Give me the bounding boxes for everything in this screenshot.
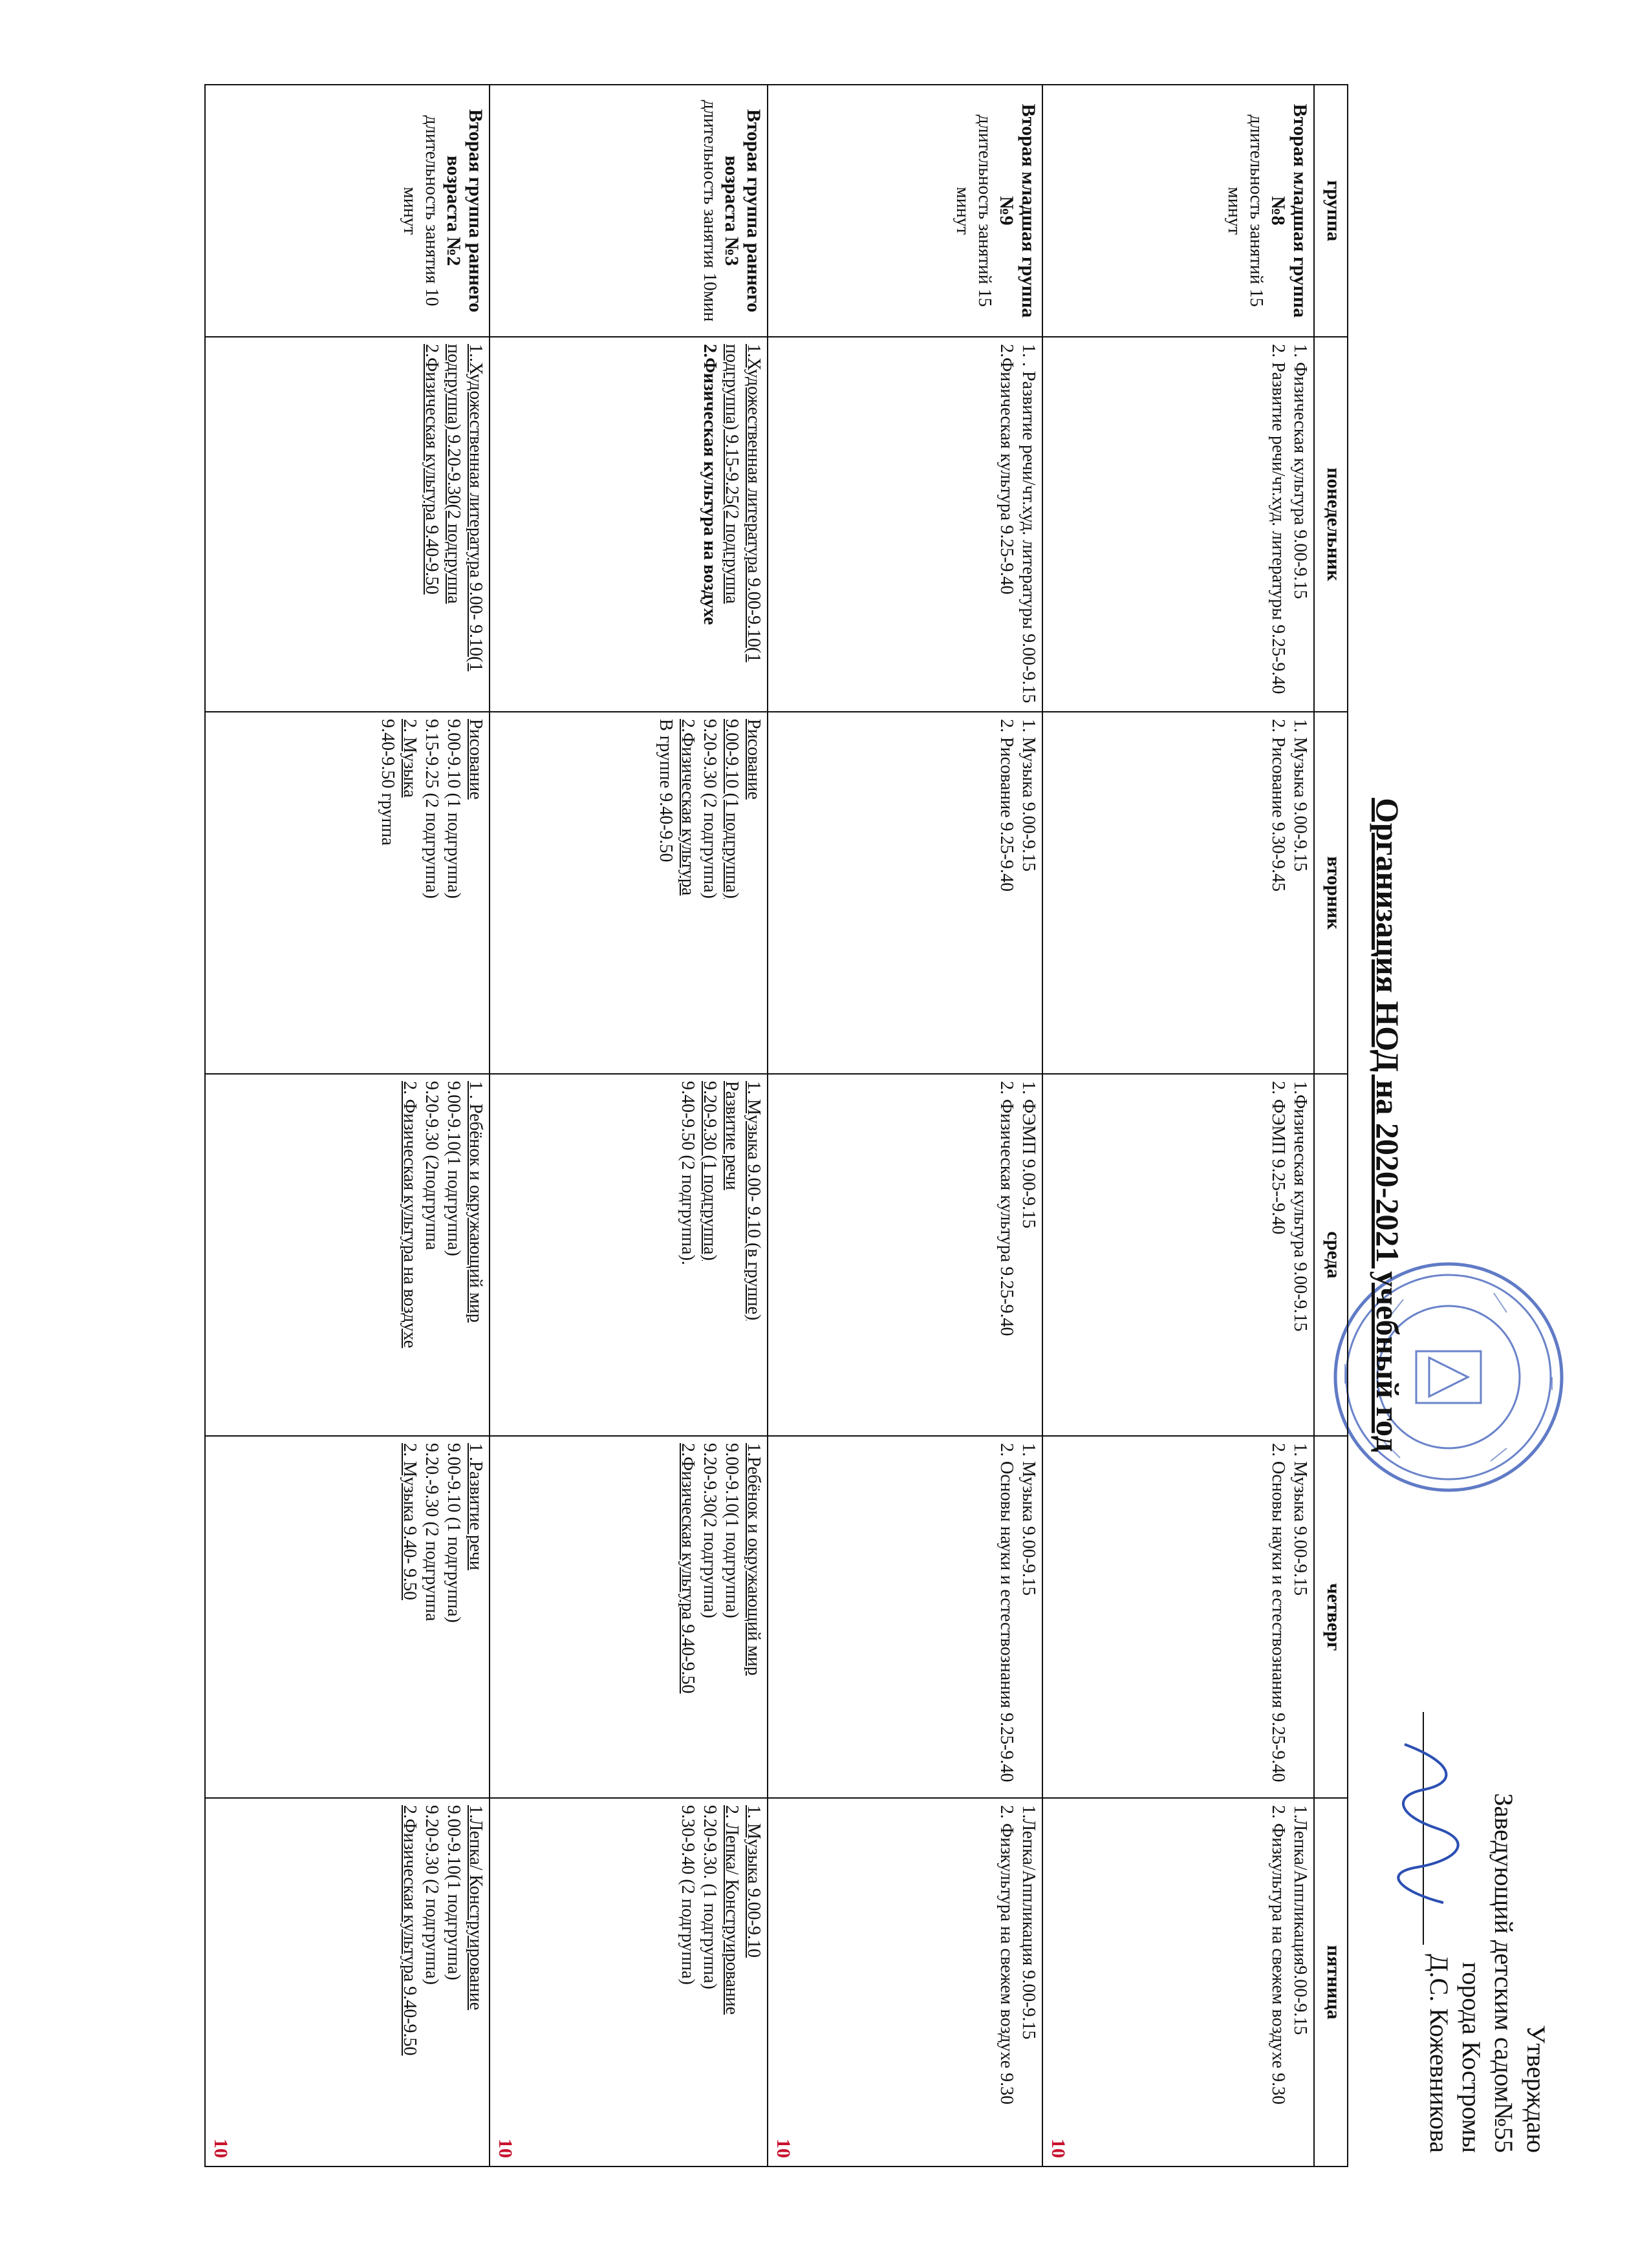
- friday-cell: [768, 1798, 1042, 2166]
- monday-cell: [490, 337, 768, 712]
- activity: 2.Физическая культура на воздухе: [700, 344, 720, 625]
- activity: 2. Музыка 9.40- 9.50: [400, 1443, 420, 1601]
- activity: 1. Музыка 9.00-9.15: [1018, 719, 1039, 872]
- activity: 1.Ребёнок и окружающий мир: [744, 1443, 764, 1676]
- activity: 9.00-9.10(1 подгруппа): [444, 1081, 464, 1256]
- group-name: Вторая группа раннего возраста №2: [443, 109, 486, 313]
- friday-cell: [205, 1798, 490, 2166]
- group-duration: длительность занятий 15 минут: [953, 114, 995, 307]
- wednesday-cell: [1042, 1074, 1314, 1436]
- activity: 1.Лепка/Аппликация9.00-9.15: [1290, 1805, 1310, 2035]
- activity: 9.00-9.10 (1 подгруппа): [444, 1443, 464, 1623]
- group-name: Вторая младшая группа №8: [1267, 103, 1311, 318]
- signature-line: [1423, 1712, 1424, 1945]
- group-duration: длительность занятия 10 минут: [400, 115, 442, 306]
- wednesday-cell: [490, 1074, 768, 1436]
- activity: 9.15-9.25 (2 подгруппа): [422, 719, 442, 899]
- column-header: вторник: [1314, 712, 1348, 1074]
- activity: 1. Музыка 9.00- 9.10 (в группе): [744, 1081, 764, 1321]
- activity: 2. Лепка/ Конструирование: [722, 1805, 742, 2015]
- activity: 2. Физическая культура 9.25-9.40: [997, 1081, 1017, 1336]
- activity: 2. Рисование 9.25-9.40: [997, 719, 1017, 892]
- activity: 2. Основы науки и естествознания 9.25-9.40: [997, 1443, 1017, 1782]
- activity: 1. ФЭМП 9.00-9.15: [1018, 1081, 1039, 1229]
- table-row: [768, 85, 1042, 2166]
- activity: 9.00-9.10(1 подгруппа): [722, 1443, 742, 1618]
- tuesday-cell: [768, 712, 1042, 1074]
- tuesday-cell: [205, 712, 490, 1074]
- group-duration: длительность занятий 15 минут: [1224, 114, 1266, 307]
- group-cell: [490, 85, 768, 337]
- official-stamp-seal: [1326, 1254, 1571, 1500]
- activity: Рисование: [744, 719, 764, 800]
- activity-count: 10: [495, 2139, 516, 2158]
- table-row: [205, 85, 490, 2166]
- friday-cell: [1042, 1798, 1314, 2166]
- page-title: Организация НОД на 2020-2021 учебный год: [1370, 798, 1406, 1452]
- wednesday-cell: [768, 1074, 1042, 1436]
- activity: 2.Физическая культура 9.25-9.40: [997, 344, 1017, 595]
- activity: 2.Физическая культура 9.40-9.50: [678, 1443, 698, 1694]
- activity: 2. Музыка: [400, 719, 420, 798]
- thursday-cell: [1042, 1436, 1314, 1798]
- activity: 2.Физическая культура: [678, 719, 698, 896]
- thursday-cell: [768, 1436, 1042, 1798]
- activity: 9.00-9.10 (1 подгруппа): [722, 719, 742, 899]
- schedule-table: [204, 84, 1348, 2167]
- activity: 9.20-9.30 (2 подгруппа): [700, 719, 720, 899]
- activity: 9.00-9.10 (1 подгруппа): [444, 719, 464, 899]
- activity: 1. . Развитие речи/чт.худ. литературы 9.00-9.15: [1018, 344, 1039, 703]
- monday-cell: [768, 337, 1042, 712]
- activity: 9.20-9.30 (2подгруппа: [422, 1081, 442, 1250]
- activity: 1 . Ребёнок и окружающий мир: [466, 1081, 486, 1323]
- activity: 1. Музыка 9.00-9.15: [1290, 1443, 1310, 1596]
- activity: 2. ФЭМП 9.25--9.40: [1268, 1081, 1288, 1235]
- activity: 1. Музыка 9.00-9.10: [744, 1805, 764, 1958]
- activity: 1..Художественная литература 9.00- 9.10(1 подгруппа) 9.20-9.30(2 подгруппа: [444, 344, 486, 672]
- group-duration: длительность занятия 10мин: [700, 100, 720, 322]
- activity: 9.20-9.30 (1 подгруппа): [700, 1081, 720, 1261]
- thursday-cell: [490, 1436, 768, 1798]
- tuesday-cell: [490, 712, 768, 1074]
- approval-signature-row: [1423, 1506, 1455, 2153]
- friday-cell: [490, 1798, 768, 2166]
- activity: 9.20.-9.30 (2 подгруппа: [422, 1443, 442, 1621]
- activity: 9.40-9.50 группа: [378, 719, 398, 846]
- activity: 9.20-9.30 (2 подгруппа): [422, 1805, 442, 1985]
- activity: 1.Художественная литература 9.00-9.10(1 подгруппа) 9.15-9.25(2 подгруппа: [722, 344, 764, 663]
- activity-count: 10: [210, 2139, 232, 2158]
- group-cell: [205, 85, 490, 337]
- schedule-document: [175, 84, 1558, 2166]
- activity: 9.20-9.30. (1 подгруппа): [700, 1805, 720, 1989]
- column-header: среда: [1314, 1074, 1348, 1436]
- activity: 9.30-9.40 (2 подгруппа): [678, 1805, 698, 1985]
- group-cell: [1042, 85, 1314, 337]
- column-header: пятница: [1314, 1798, 1348, 2166]
- group-name: Вторая младшая группа №9: [996, 103, 1039, 318]
- activity: 1 .Развитие речи: [466, 1443, 486, 1570]
- activity: 2.Физическая культура 9.40-9.50: [422, 344, 442, 595]
- activity: 2. Физкультура на свежем воздухе 9.30: [997, 1805, 1017, 2105]
- column-header: понедельник: [1314, 337, 1348, 712]
- group-name: Вторая группа раннего возраста №3: [721, 109, 764, 313]
- approval-line-2: Заведующий детским садом№55: [1489, 1793, 1518, 2153]
- signer-name: Д.С. Кожевникова: [1425, 1954, 1454, 2153]
- table-row: [1042, 85, 1314, 2166]
- activity: 2. Основы науки и естествознания 9.25-9.40: [1268, 1443, 1288, 1782]
- activity: 2. Физическая культура на воздухе: [400, 1081, 420, 1349]
- column-header: четверг: [1314, 1436, 1348, 1798]
- activity: 1.Лепка/ Конструирование: [466, 1805, 486, 2011]
- wednesday-cell: [205, 1074, 490, 1436]
- activity-count: 10: [773, 2139, 794, 2158]
- activity: 1. Музыка 9.00-9.15: [1018, 1443, 1039, 1596]
- activity: 2. Физкультура на свежем воздухе 9.30: [1268, 1805, 1288, 2105]
- activity: 1.Лепка/Аппликация 9.00-9.15: [1018, 1805, 1039, 2040]
- approval-line-3: города Костромы: [1457, 1962, 1486, 2153]
- approval-line-1: Утверждаю: [1522, 2025, 1551, 2153]
- activity-count: 10: [1048, 2139, 1069, 2158]
- activity: 2. Развитие речи/чт.худ. литературы 9.25-9.40: [1268, 344, 1288, 694]
- monday-cell: [1042, 337, 1314, 712]
- table-header-row: [1314, 85, 1348, 2166]
- activity: Развитие речи: [722, 1081, 742, 1190]
- group-cell: [768, 85, 1042, 337]
- activity: 9.00-9.10(1 подгруппа): [444, 1805, 464, 1980]
- activity: 9.40-9.50 (2 подгруппа).: [678, 1081, 698, 1265]
- activity: 1. Музыка 9.00-9.15: [1290, 719, 1310, 872]
- table-row: [490, 85, 768, 2166]
- activity: 9.20-9.30(2 подгруппа): [700, 1443, 720, 1618]
- activity: В группе 9.40-9.50: [656, 719, 676, 862]
- activity: 1. Физическая культура 9.00-9.15: [1290, 344, 1310, 599]
- activity: 2. Рисование 9.30-9.45: [1268, 719, 1288, 892]
- activity: 1.Физическая культура 9.00-9.15: [1290, 1081, 1310, 1332]
- monday-cell: [205, 337, 490, 712]
- thursday-cell: [205, 1436, 490, 1798]
- column-header: группа: [1314, 85, 1348, 337]
- approval-block: [1423, 1506, 1552, 2153]
- activity: 2.Физическая культура 9.40-9.50: [400, 1805, 420, 2056]
- tuesday-cell: [1042, 712, 1314, 1074]
- activity: Рисование: [466, 719, 486, 800]
